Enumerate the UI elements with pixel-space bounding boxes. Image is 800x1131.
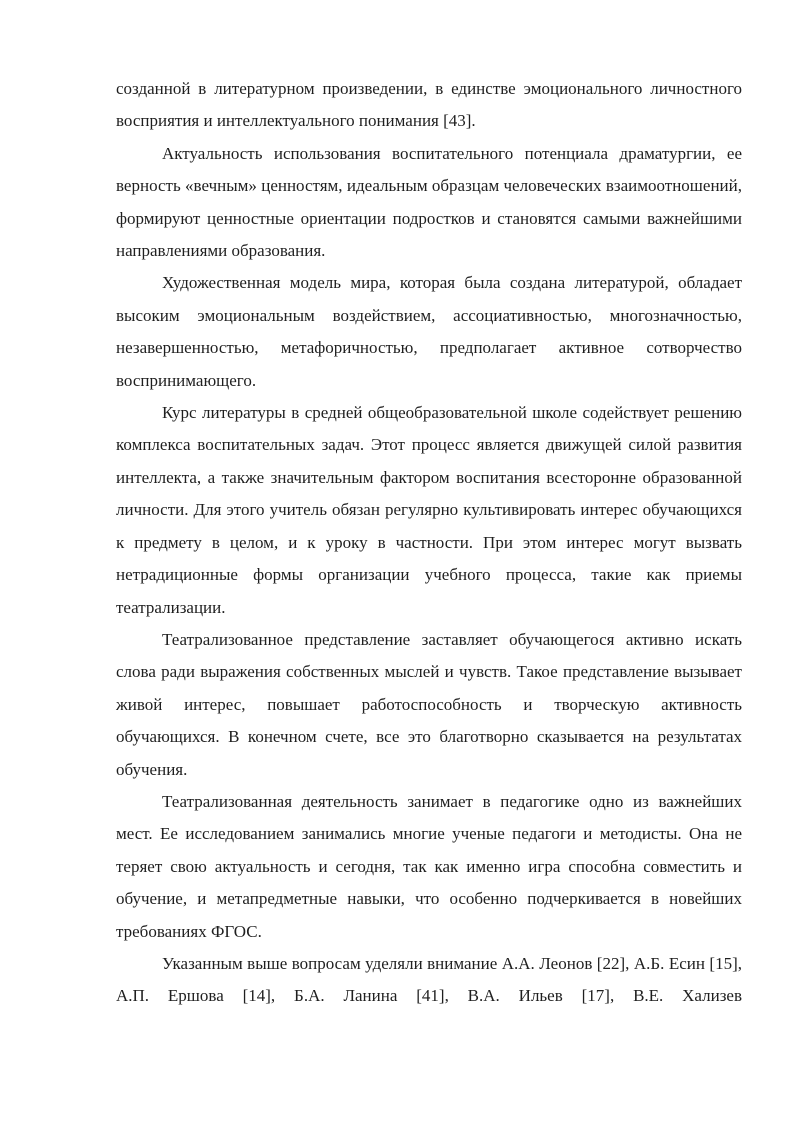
- document-page: [116, 73, 742, 1013]
- paragraph-theatrical-activity: Театрализованная деятельность занимает в педагогике одно из важнейших мест. Ее исследованием занимались многие ученые педагоги и методисты. Она не теряет свою актуальность и сегодня, так как именно игра способна совместить и обучение, и метапредметные навыки, что особенно подчеркивается в новейших требованиях ФГОС.: [116, 791, 742, 941]
- paragraph-theatrical-performance: Театрализованное представление заставляет обучающегося активно искать слова ради выражения собственных мыслей и чувств. Такое представление вызывает живой интерес, повышает работоспособность и творческую активность обучающихся. В конечном счете, все это благотворно сказывается на результатах обучения.: [116, 629, 742, 779]
- paragraph-literature-course: Курс литературы в средней общеобразовательной школе содействует решению комплекса воспитательных задач. Этот процесс является движущей силой развития интеллекта, а также значительным фактором воспитания всесторонне образованной личности. Для этого учитель обязан регулярно культивировать интерес обучающихся к предмету в целом, и к уроку в частности. При этом интерес могут вызвать нетрадиционные формы организации учебного процесса, такие как приемы театрализации.: [116, 403, 742, 617]
- paragraph-relevance: Актуальность использования воспитательного потенциала драматургии, ее верность «вечным» ценностям, идеальным образцам человеческих взаимоотношений, формируют ценностные ориентации подростков и становятся самыми важнейшими направлениями образования.: [116, 143, 742, 261]
- paragraph-art-model: Художественная модель мира, которая была создана литературой, обладает высоким эмоциональным воздействием, ассоциативностью, многозначностью, незавершенностью, метафоричностью, предполагает активное сотворчество воспринимающего.: [116, 273, 742, 390]
- paragraph-researchers: Указанным выше вопросам уделяли внимание А.А. Леонов [22], А.Б. Есин [15], А.П. Ершова [14], Б.А. Ланина [41], В.А. Ильев [17], В.Е. Хализев: [116, 953, 742, 1006]
- paragraph-continuation: созданной в литературном произведении, в единстве эмоционального личностного восприятия и интеллектуального понимания [43].: [116, 79, 742, 131]
